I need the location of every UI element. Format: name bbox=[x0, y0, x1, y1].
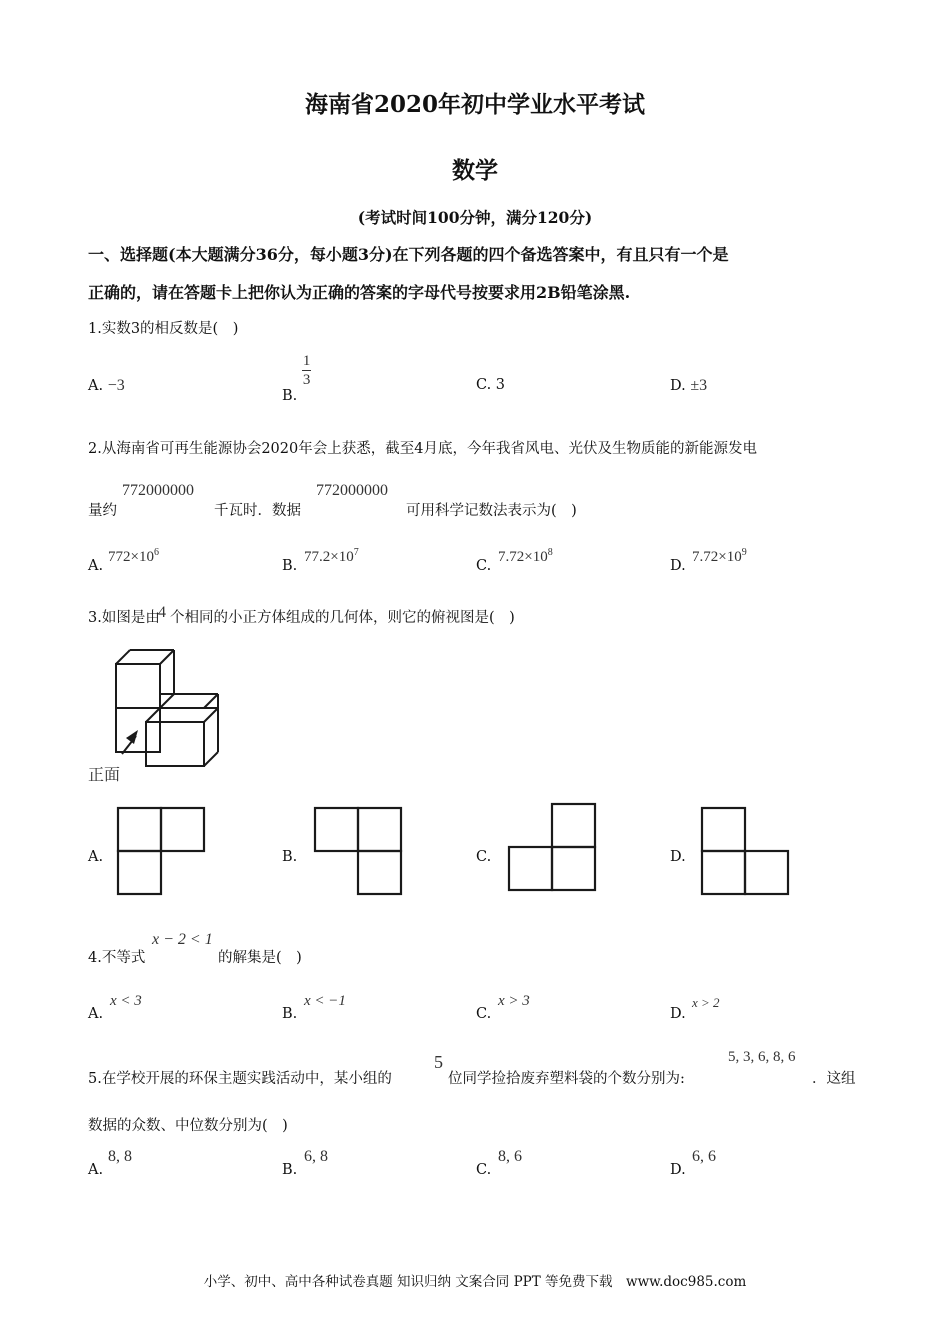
q5-option-d-label: D. bbox=[670, 1162, 686, 1178]
q2-option-c-exp: 8 bbox=[547, 547, 553, 558]
exam-info: (考试时间100分钟，满分120分) bbox=[357, 208, 593, 227]
q5-option-b-math: 6, 8 bbox=[304, 1148, 328, 1165]
q4-option-c-label: C. bbox=[476, 1006, 492, 1022]
q1-option-d-label: D. bbox=[670, 378, 686, 394]
q2-option-d-math bbox=[692, 547, 747, 566]
q2-option-b-exp: 7 bbox=[353, 547, 359, 558]
q3-option-c-figure bbox=[507, 802, 599, 894]
q5-option-c-label: C. bbox=[476, 1162, 492, 1178]
q5-option-a-label: A. bbox=[88, 1162, 104, 1178]
q3-option-d-label: D. bbox=[670, 849, 686, 865]
footer-text: 小学、初中、高中各种试卷真题 知识归纳 文案合同 PPT 等免费下载 www.doc985.com bbox=[203, 1274, 747, 1290]
q5-option-d-math: 6, 6 bbox=[692, 1148, 716, 1165]
q5-data-values: 5, 3, 6, 8, 6 bbox=[728, 1049, 796, 1065]
q4-option-c-math: x > 3 bbox=[498, 993, 530, 1009]
q2-line2-c: 可用科学记数法表示为( ) bbox=[406, 503, 577, 519]
q3-option-a-figure bbox=[116, 806, 208, 896]
q4-option-b-math: x < −1 bbox=[304, 993, 346, 1009]
q2-option-b-label: B. bbox=[282, 558, 298, 574]
q1-option-d-math: ±3 bbox=[690, 377, 708, 394]
q1-option-a-label: A. bbox=[88, 378, 104, 394]
q2-line2-b: 千瓦时．数据 bbox=[214, 503, 301, 519]
q1-option-b-fraction bbox=[302, 352, 312, 389]
q3-stem-a: 3.如图是由 bbox=[88, 610, 160, 626]
q5-line1-a: 5.在学校开展的环保主题实践活动中，某小组的 bbox=[88, 1071, 392, 1087]
q4-option-d-math: x > 2 bbox=[692, 995, 720, 1010]
q5-line1-c: ．这组 bbox=[812, 1071, 856, 1087]
q3-stem-number: 4 bbox=[158, 604, 166, 621]
q3-option-d-figure bbox=[700, 806, 792, 898]
q5-line2: 数据的众数、中位数分别为( ) bbox=[88, 1118, 288, 1134]
q2-option-d-exp: 9 bbox=[741, 547, 747, 558]
q4-stem-b: 的解集是( ) bbox=[218, 950, 302, 966]
section1-line1: 一、选择题(本大题满分36分，每小题3分)在下列各题的四个备选答案中，有且只有一个是 bbox=[88, 245, 729, 264]
q2-option-c-label: C. bbox=[476, 558, 492, 574]
q5-option-b-label: B. bbox=[282, 1162, 298, 1178]
q2-option-c-base: 7.72×10 bbox=[498, 549, 548, 565]
q3-stem-b: 个相同的小正方体组成的几何体，则它的俯视图是( ) bbox=[170, 610, 515, 626]
q4-option-b-label: B. bbox=[282, 1006, 298, 1022]
q4-option-a-label: A. bbox=[88, 1006, 104, 1022]
q5-option-a-math: 8, 8 bbox=[108, 1148, 132, 1165]
q1-option-b-numerator: 1 bbox=[302, 353, 311, 369]
q2-number-1: 772000000 bbox=[122, 482, 194, 499]
q3-option-b-label: B. bbox=[282, 849, 298, 865]
section1-line2: 正确的，请在答题卡上把你认为正确的答案的字母代号按要求用2B铅笔涂黑. bbox=[88, 283, 631, 302]
q2-option-b-math bbox=[304, 547, 359, 566]
q1-option-c-label: C. bbox=[476, 377, 492, 393]
q1-stem: 1.实数3的相反数是( ) bbox=[88, 321, 239, 337]
q1-option-c-text: 3 bbox=[495, 377, 506, 393]
q4-stem-a: 4.不等式 bbox=[88, 950, 146, 966]
q1-option-a-math: −3 bbox=[107, 377, 125, 394]
q2-option-b-base: 77.2×10 bbox=[304, 549, 354, 565]
subject-title: 数学 bbox=[452, 157, 498, 184]
q3-option-b-figure bbox=[313, 806, 405, 896]
q1-option-a bbox=[88, 377, 125, 395]
q2-option-c-math bbox=[498, 547, 553, 566]
q1-option-b-denominator: 3 bbox=[302, 372, 311, 388]
q1-option-b bbox=[282, 352, 311, 404]
q2-option-d-label: D. bbox=[670, 558, 686, 574]
q3-option-a-label: A. bbox=[88, 849, 104, 865]
q5-line1-number: 5 bbox=[434, 1052, 443, 1072]
q2-line1: 2.从海南省可再生能源协会2020年会上获悉，截至4月底，今年我省风电、光伏及生物质能的新能源发电 bbox=[88, 441, 757, 457]
q2-option-a-exp: 6 bbox=[153, 547, 159, 558]
front-label: 正面 bbox=[88, 765, 121, 784]
q4-option-d-label: D. bbox=[670, 1006, 686, 1022]
q1-option-c bbox=[476, 377, 505, 393]
q4-stem-math: x − 2 < 1 bbox=[152, 931, 213, 948]
q2-option-a-base: 772×10 bbox=[108, 549, 154, 565]
q3-option-c-label: C. bbox=[476, 849, 492, 865]
q1-option-b-label: B. bbox=[282, 387, 298, 404]
q2-number-2: 772000000 bbox=[316, 482, 388, 499]
q4-option-a-math: x < 3 bbox=[110, 993, 142, 1009]
q2-line2-a: 量约 bbox=[88, 503, 117, 519]
q1-option-d bbox=[670, 377, 707, 395]
q5-option-c-math: 8, 6 bbox=[498, 1148, 522, 1165]
q5-line1-b: 位同学捡拾废弃塑料袋的个数分别为: bbox=[448, 1071, 685, 1087]
q2-option-a-label: A. bbox=[88, 558, 104, 574]
q2-option-d-base: 7.72×10 bbox=[692, 549, 742, 565]
exam-title: 海南省2020年初中学业水平考试 bbox=[304, 91, 645, 118]
q2-option-a-math bbox=[108, 547, 159, 566]
